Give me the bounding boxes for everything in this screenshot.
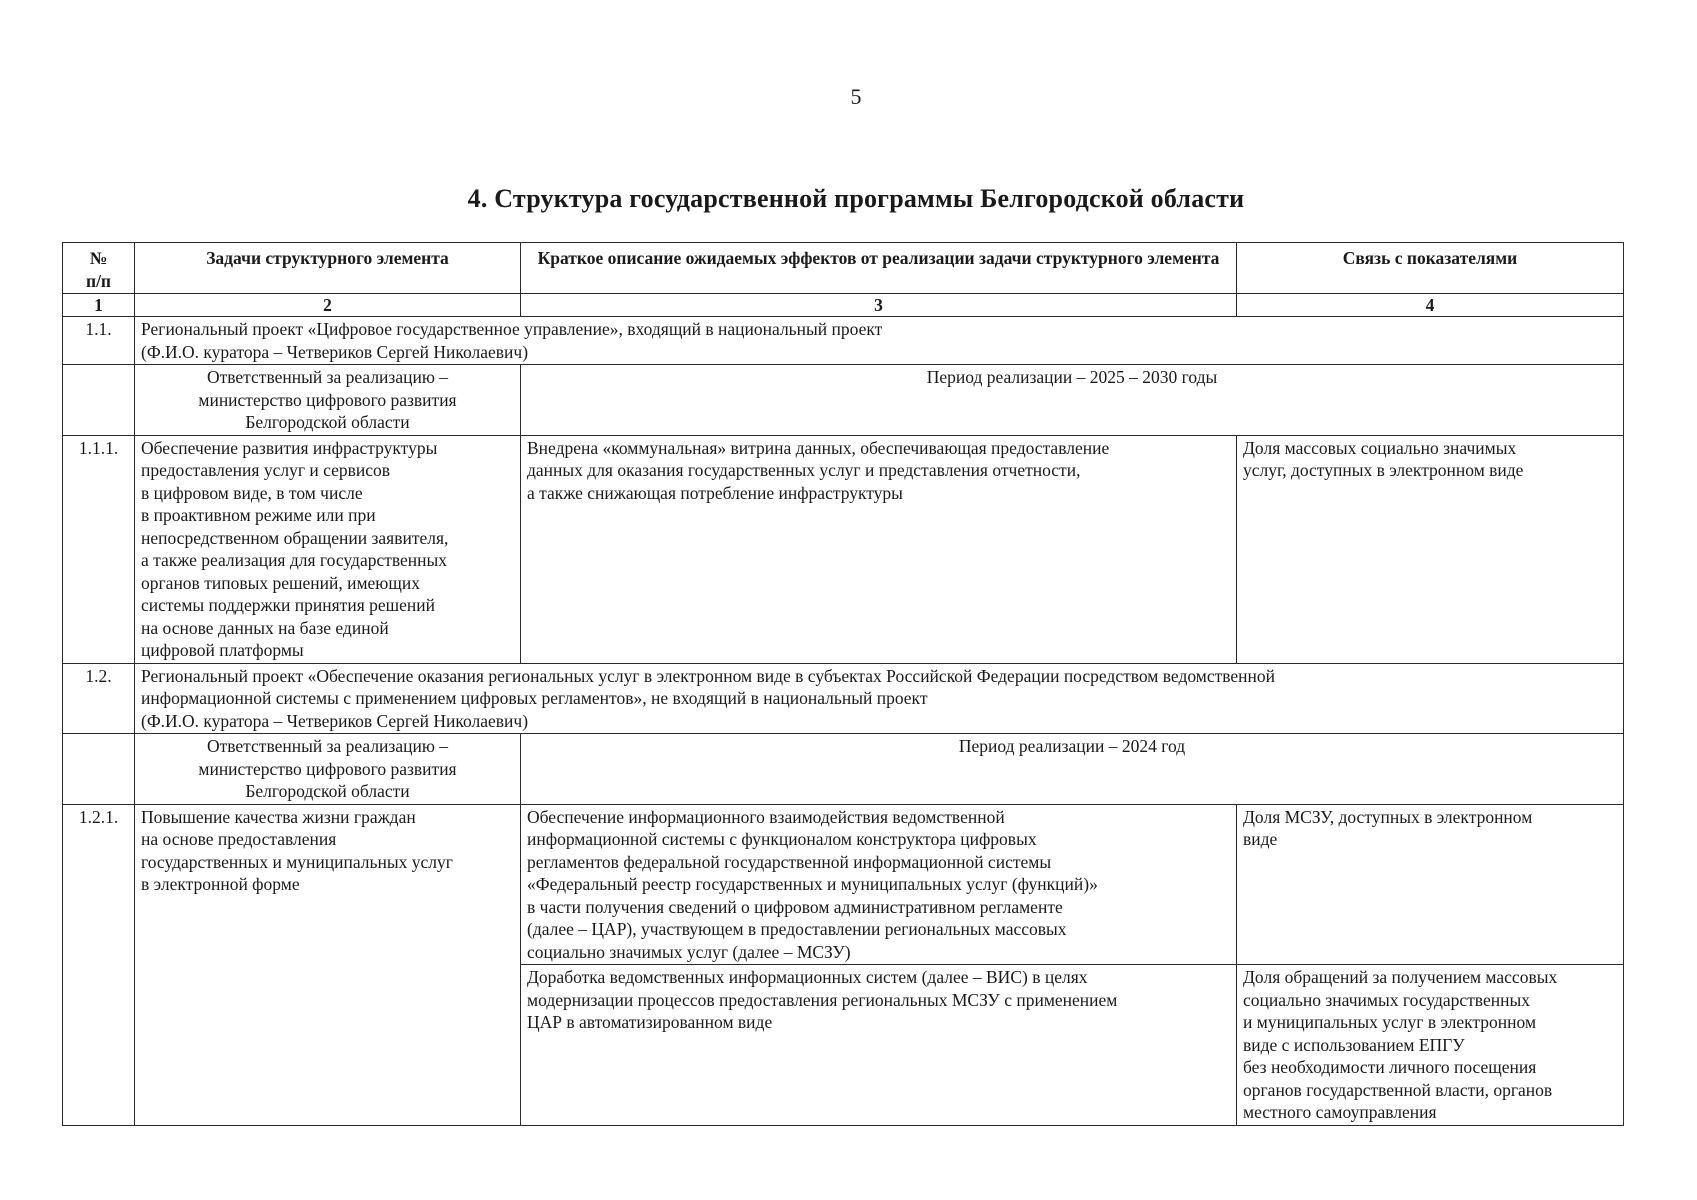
responsible-text: Ответственный за реализацию – министерство цифрового развития Белгородской области	[135, 734, 521, 805]
task-text: Повышение качества жизни граждан на основе предоставления государственных и муниципальных услуг в электронной форме	[135, 804, 521, 1125]
section-row	[63, 663, 1624, 734]
section-row	[63, 317, 1624, 365]
task-row	[63, 804, 1624, 965]
page-number: 5	[850, 84, 862, 109]
task-number: 1.2.1.	[63, 804, 135, 1125]
header-num: № п/п	[63, 243, 135, 294]
section-title: Региональный проект «Обеспечение оказания региональных услуг в электронном виде в субъектах Российской Федерации посредством ведомственной информационной системы с применением цифровых регламентов», не входящий в национальный проект (Ф.И.О. куратора – Четвериков Сергей Николаевич)	[135, 663, 1624, 734]
indicator-link: Доля МСЗУ, доступных в электронном виде	[1237, 804, 1624, 965]
effect-description: Обеспечение информационного взаимодействия ведомственной информационной системы с функционалом конструктора цифровых регламентов федеральной государственной информационной системы «Федеральный реестр государственных и муниципальных услуг (функций)» в части получения сведений о цифровом административном регламенте (далее – ЦАР), участвующем в предоставлении региональных массовых социально значимых услуг (далее – МСЗУ)	[521, 804, 1237, 965]
section-title: Региональный проект «Цифровое государственное управление», входящий в национальный проект (Ф.И.О. куратора – Четвериков Сергей Николаевич)	[135, 317, 1624, 365]
column-number: 3	[521, 294, 1237, 317]
empty-cell	[63, 734, 135, 805]
effect-description: Внедрена «коммунальная» витрина данных, обеспечивающая предоставление данных для оказания государственных услуг и представления отчетности, а также снижающая потребление инфраструктуры	[521, 435, 1237, 663]
indicator-link: Доля массовых социально значимых услуг, доступных в электронном виде	[1237, 435, 1624, 663]
header-description: Краткое описание ожидаемых эффектов от реализации задачи структурного элемента	[521, 243, 1237, 294]
header-link: Связь с показателями	[1237, 243, 1624, 294]
task-number: 1.1.1.	[63, 435, 135, 663]
section-number: 1.1.	[63, 317, 135, 365]
section-meta-row	[63, 734, 1624, 805]
task-text: Обеспечение развития инфраструктуры предоставления услуг и сервисов в цифровом виде, в том числе в проактивном режиме или при непосредственном обращении заявителя, а также реализация для государственных органов типовых решений, имеющих системы поддержки принятия решений на основе данных на базе единой цифровой платформы	[135, 435, 521, 663]
table-header-row	[63, 243, 1624, 294]
document-title: 4. Структура государственной программы Белгородской области	[467, 184, 1245, 213]
header-task: Задачи структурного элемента	[135, 243, 521, 294]
column-number: 1	[63, 294, 135, 317]
indicator-link: Доля обращений за получением массовых социально значимых государственных и муниципальных услуг в электронном виде с использованием ЕПГУ без необходимости личного посещения органов государственной власти, органов местного самоуправления	[1237, 965, 1624, 1126]
responsible-text: Ответственный за реализацию – министерство цифрового развития Белгородской области	[135, 365, 521, 436]
column-number: 2	[135, 294, 521, 317]
structure-table	[62, 242, 1624, 1126]
period-text: Период реализации – 2024 год	[521, 734, 1624, 805]
task-row	[63, 435, 1624, 663]
section-meta-row	[63, 365, 1624, 436]
effect-description: Доработка ведомственных информационных систем (далее – ВИС) в целях модернизации процессов предоставления региональных МСЗУ с применением ЦАР в автоматизированном виде	[521, 965, 1237, 1126]
column-number-row	[63, 294, 1624, 317]
period-text: Период реализации – 2025 – 2030 годы	[521, 365, 1624, 436]
section-number: 1.2.	[63, 663, 135, 734]
column-number: 4	[1237, 294, 1624, 317]
empty-cell	[63, 365, 135, 436]
